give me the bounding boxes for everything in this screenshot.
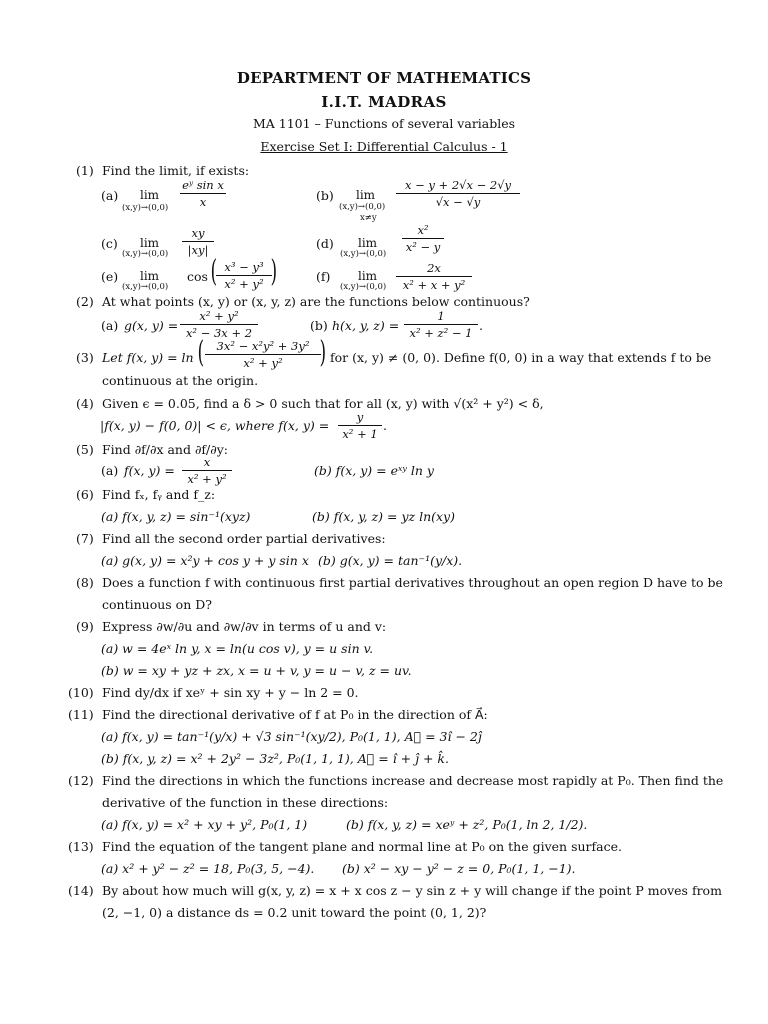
part-b: (b) x² − xy − y² − z = 0, P₀(1, 1, −1).	[342, 861, 576, 876]
denominator: x	[199, 195, 207, 209]
denominator: x² + 1	[342, 427, 378, 441]
log-fraction	[205, 339, 321, 370]
function-fraction	[338, 410, 382, 441]
question-number: (10)	[68, 685, 94, 700]
question-number: (13)	[68, 839, 94, 854]
denominator: x² − y	[405, 240, 441, 254]
question-number: (5)	[76, 442, 94, 457]
function-fraction	[404, 309, 478, 340]
part-a: (a) w = 4eˣ ln y, x = ln(u cos v), y = u sin v.	[101, 641, 374, 656]
limit-fraction	[396, 261, 472, 292]
limit-condition: x≠y	[360, 213, 377, 223]
question-text: By about how much will g(x, y, z) = x + x cos z − y sin z + y will change if the point P moves from	[102, 883, 722, 898]
left-paren: (	[210, 254, 218, 289]
question-text: Find the directions in which the functions increase and decrease most rapidly at P₀. Then find the	[102, 773, 724, 788]
question-number: (14)	[68, 883, 94, 898]
part-label: (a)	[101, 463, 119, 478]
cos-function: cos	[187, 269, 208, 284]
numerator: 3x² − x²y² + 3y²	[216, 339, 310, 353]
question-text-cont: |f(x, y) − f(0, 0)| < ϵ, where f(x, y) =	[100, 418, 330, 433]
function-lhs: g(x, y) =	[124, 318, 179, 333]
limit-operator: lim	[358, 236, 378, 250]
question-number: (7)	[76, 531, 94, 546]
function-fraction	[180, 309, 258, 340]
part-b: (b) f(x, y, z) = yz ln(xy)	[312, 509, 455, 524]
limit-operator: lim	[358, 269, 378, 283]
institute-heading: I.I.T. MADRAS	[321, 93, 447, 111]
numerator: x − y + 2√x − 2√y	[404, 178, 512, 192]
department-heading: DEPARTMENT OF MATHEMATICS	[236, 69, 532, 87]
limit-fraction	[180, 178, 226, 209]
limit-subscript: (x,y)→(0,0)	[122, 203, 169, 213]
question-number: (6)	[76, 487, 94, 502]
part-label: (d)	[316, 236, 334, 251]
question-text-cont: (2, −1, 0) a distance ds = 0.2 unit toward the point (0, 1, 2)?	[102, 905, 487, 920]
limit-subscript: (x,y)→(0,0)	[122, 282, 169, 292]
limit-operator: lim	[140, 188, 160, 202]
question-text: At what points (x, y) or (x, y, z) are the functions below continuous?	[102, 294, 530, 309]
right-paren: )	[270, 254, 278, 289]
question-text: Find fₓ, fᵧ and f_z:	[102, 487, 216, 502]
exercise-title: Exercise Set I: Differential Calculus - 1	[260, 139, 508, 154]
denominator: √x − √y	[435, 195, 481, 209]
numerator: 1	[437, 309, 445, 323]
numerator: x² + y²	[199, 309, 239, 323]
question-number: (11)	[68, 707, 94, 722]
part-a: (a) f(x, y, z) = sin⁻¹(xyz)	[101, 509, 251, 524]
part-a: (a) f(x, y) = x² + xy + y², P₀(1, 1)	[101, 817, 308, 832]
part-label: (b)	[316, 188, 334, 203]
part-b: (b) g(x, y) = tan⁻¹(y/x).	[318, 553, 463, 568]
question-number: (2)	[76, 294, 94, 309]
part-label: (f)	[316, 269, 331, 284]
question-number: (9)	[76, 619, 94, 634]
part-a: (a) x² + y² − z² = 18, P₀(3, 5, −4).	[101, 861, 315, 876]
question-text: Express ∂w/∂u and ∂w/∂v in terms of u and v:	[102, 619, 387, 634]
limit-subscript: (x,y)→(0,0)	[340, 249, 387, 259]
limit-operator: lim	[140, 236, 160, 250]
part-label: (e)	[101, 269, 119, 284]
limit-fraction	[182, 226, 214, 257]
question-text: for (x, y) ≠ (0, 0). Define f(0, 0) in a way that extends f to be	[330, 350, 712, 365]
question-number: (8)	[76, 575, 94, 590]
question-text: Given ϵ = 0.05, find a δ > 0 such that for all (x, y) with √(x² + y²) < δ,	[102, 396, 544, 411]
limit-operator: lim	[140, 269, 160, 283]
period: .	[479, 318, 483, 333]
right-paren: )	[319, 335, 327, 370]
question-text: Find dy/dx if xeʸ + sin xy + y − ln 2 = 0.	[102, 685, 359, 700]
question-text: Find the limit, if exists:	[102, 163, 250, 178]
left-paren: (	[197, 335, 205, 370]
course-title: MA 1101 – Functions of several variables	[252, 116, 516, 131]
question-number: (1)	[76, 163, 94, 178]
part-a: (a) g(x, y) = x²y + cos y + y sin x	[101, 553, 309, 568]
part-b: (b) w = xy + yz + zx, x = u + v, y = u − v, z = uv.	[101, 663, 412, 678]
numerator: x	[203, 455, 211, 469]
question-text-cont: continuous on D?	[102, 597, 212, 612]
part-b: (b) f(x, y, z) = xeʸ + z², P₀(1, ln 2, 1/2).	[346, 817, 588, 832]
numerator: y	[356, 410, 364, 424]
question-lhs: Let f(x, y) = ln	[102, 350, 194, 365]
part-label: (a)	[101, 318, 119, 333]
function-fraction	[182, 455, 232, 486]
question-text: Find the equation of the tangent plane and normal line at P₀ on the given surface.	[102, 839, 622, 854]
part-b: (b) f(x, y) = eˣʸ ln y	[314, 463, 434, 478]
part-label: (b)	[310, 318, 328, 333]
part-a: (a) f(x, y) = tan⁻¹(y/x) + √3 sin⁻¹(xy/2), P₀(1, 1), A⃗ = 3î − 2ĵ	[101, 729, 482, 744]
period: .	[383, 418, 387, 433]
question-text: Find ∂f/∂x and ∂f/∂y:	[102, 442, 229, 457]
numerator: x³ − y³	[224, 260, 264, 274]
question-text-cont: continuous at the origin.	[102, 373, 259, 388]
denominator: |xy|	[187, 243, 209, 257]
limit-subscript: (x,y)→(0,0)	[340, 282, 387, 292]
limit-fraction	[216, 260, 272, 291]
limit-subscript: (x,y)→(0,0)	[339, 202, 386, 212]
numerator: eʸ sin x	[182, 178, 224, 192]
numerator: 2x	[427, 261, 441, 275]
denominator: x² + x + y²	[402, 278, 466, 292]
limit-fraction	[402, 223, 444, 254]
part-label: (c)	[101, 236, 118, 251]
question-text: Find the directional derivative of f at P₀ in the direction of A⃗:	[102, 707, 488, 722]
denominator: x² + y²	[187, 472, 227, 486]
limit-operator: lim	[356, 188, 376, 202]
denominator: x² + z² − 1	[409, 326, 473, 340]
denominator: x² − 3x + 2	[185, 326, 253, 340]
function-lhs: h(x, y, z) =	[332, 318, 400, 333]
numerator: x²	[417, 223, 429, 237]
question-number: (3)	[76, 350, 94, 365]
function-lhs: f(x, y) =	[124, 463, 175, 478]
question-number: (4)	[76, 396, 94, 411]
part-label: (a)	[101, 188, 119, 203]
question-number: (12)	[68, 773, 94, 788]
numerator: xy	[191, 226, 205, 240]
limit-fraction	[396, 178, 520, 209]
limit-subscript: (x,y)→(0,0)	[122, 249, 169, 259]
question-text-cont: derivative of the function in these directions:	[102, 795, 389, 810]
part-b: (b) f(x, y, z) = x² + 2y² − 3z², P₀(1, 1, 1), A⃗ = î + ĵ + k̂.	[101, 751, 449, 766]
denominator: x² + y²	[243, 356, 283, 370]
denominator: x² + y²	[224, 277, 264, 291]
question-text: Find all the second order partial derivatives:	[102, 531, 386, 546]
question-text: Does a function f with continuous first partial derivatives throughout an open region D have to be	[102, 575, 723, 590]
